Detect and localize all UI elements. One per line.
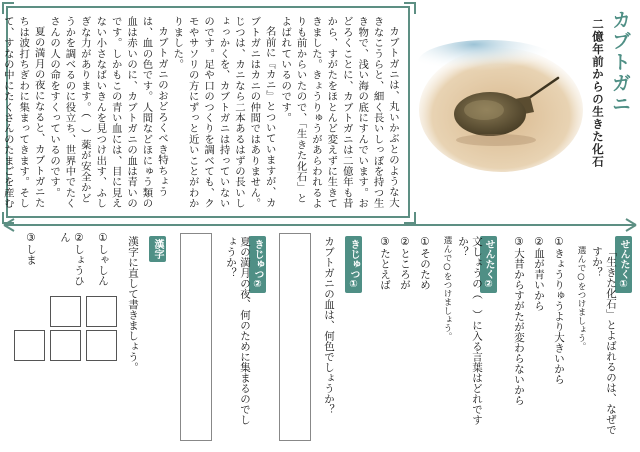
question-instruction: 選んで○をつけましょう。 — [442, 236, 452, 341]
page-title: カブトガニ — [609, 10, 631, 115]
question-instruction: 選んで○をつけましょう。 — [576, 246, 586, 351]
kanji-reading: ①しゃしん — [97, 232, 109, 286]
answer-option[interactable]: ①きょうりゅうより大きいから — [553, 236, 565, 385]
answer-option[interactable]: ③大昔からすがたが変わらないから — [513, 236, 525, 406]
kanji-answer-box[interactable] — [86, 296, 117, 327]
answer-option[interactable]: ①そのため — [419, 236, 431, 290]
answer-box[interactable] — [180, 233, 212, 441]
question-text: カブトガニの血は、何色でしょうか？ — [323, 236, 335, 415]
kanji-reading: ②しょうひん — [59, 232, 85, 286]
question-text: 夏の満月の夜、何のために集まるのでしょうか？ — [225, 236, 251, 425]
passage-paragraph: 名前に『カニ』とついていますが、カブトガニはカニの仲間ではありません。じつは、カニなら二本あるはずの長いしょっかくを、カブトガニは持っていないのです。足や口のつくりを調べても、クモやサソリの方にずっと近いことがわかりました。 — [171, 16, 276, 209]
question-tag: せんたく② — [480, 236, 497, 293]
question-text: 「生きた化石」とよばれるのは、なぜですか？ — [591, 246, 617, 435]
answer-option[interactable]: ③たとえば — [379, 236, 391, 290]
question-text: 文しょうの（ ）に入る言葉はどれですか？ — [457, 236, 483, 425]
passage-paragraph: カブトガニのおどろくべき特ちょうは、血の色です。人間などほにゅう類の血は赤いのに、カブトガニの血は青いのです。しかもこの青い血には、目に見えない小さなばいきんを見つけ出す、ふしぎな力があります。（ ）薬が安全かどうかを調べるのに役立ち、世界中でたくさんの人の命をすくっているのです。 — [48, 16, 168, 209]
page-subtitle: 二億年前からの生きた化石 — [591, 18, 605, 168]
frame-corner — [2, 2, 14, 14]
question-tag: きじゅつ① — [345, 236, 362, 293]
question-tag: きじゅつ② — [249, 236, 266, 293]
kanji-answer-box[interactable] — [14, 330, 45, 361]
section-divider — [0, 219, 640, 231]
kanji-answer-box[interactable] — [50, 330, 81, 361]
answer-box[interactable] — [279, 233, 311, 441]
kanji-answer-box[interactable] — [86, 330, 117, 361]
question-tag: 漢字 — [149, 236, 166, 262]
reading-passage — [1, 16, 400, 212]
frame-corner — [404, 2, 416, 14]
passage-paragraph: 夏の満月の夜になると、カブトガニたちは波打ちぎわに集まってきます。そして、すなの中にたくさんのたまごを産む — [1, 16, 45, 209]
passage-paragraph: カブトガニは、丸いかぶとのような大きなこうらと、細く長いしっぽを持つ生き物で、浅い海の底にすんでいます。おどろくことに、カブトガニは二億年も昔から、すがたをほとんど変えずに生きてきました。きょうりゅうがあらわれるよりも前からいたので、「生きた化石」とよばれているのです。 — [279, 16, 399, 209]
horseshoe-crab-photo — [418, 40, 584, 174]
question-tag: せんたく① — [615, 236, 632, 293]
kanji-answer-box[interactable] — [50, 296, 81, 327]
answer-option[interactable]: ②ところが — [399, 236, 411, 290]
kanji-reading: ③しま — [25, 232, 37, 265]
answer-option[interactable]: ②血が青いから — [533, 236, 545, 311]
question-text: 漢字に直して書きましょう。 — [127, 236, 139, 373]
